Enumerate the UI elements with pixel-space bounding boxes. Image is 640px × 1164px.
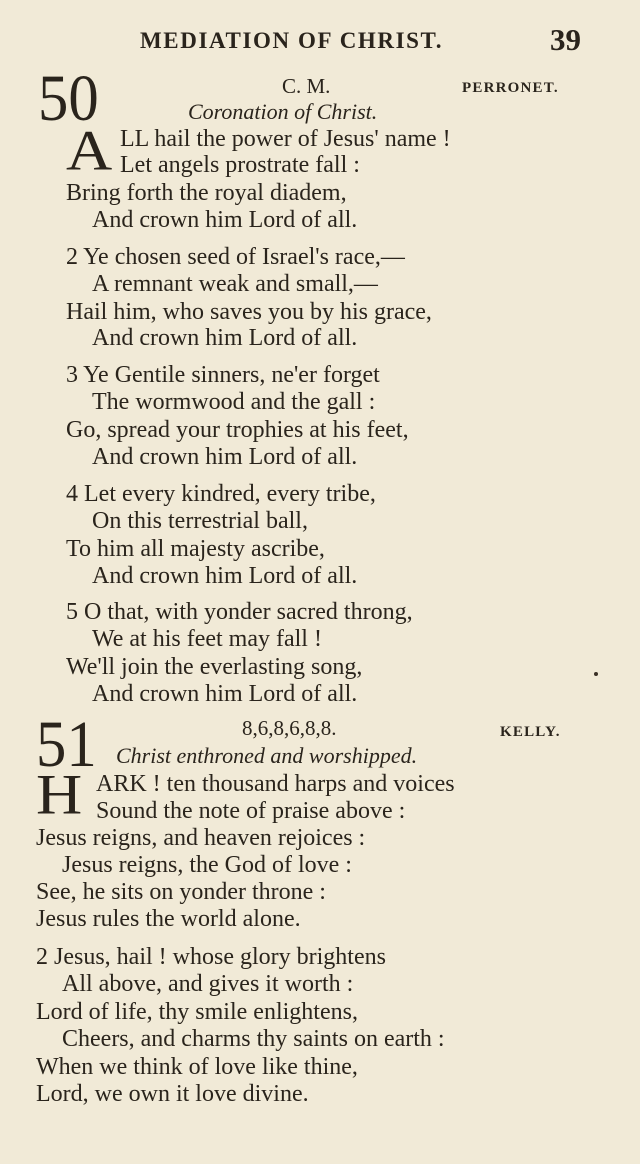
- verse-line: Hail him, who saves you by his grace,: [66, 299, 432, 325]
- verse-line: And crown him Lord of all.: [92, 681, 358, 707]
- verse-line: Bring forth the royal diadem,: [66, 180, 347, 206]
- hymn-number: 51: [36, 708, 97, 781]
- ink-speck: [594, 672, 598, 676]
- verse-line: Cheers, and charms thy saints on earth :: [62, 1026, 445, 1052]
- verse-line: On this terrestrial ball,: [92, 508, 308, 534]
- verse-line: We at his feet may fall !: [92, 626, 322, 652]
- verse-line: Jesus reigns, the God of love :: [62, 852, 352, 878]
- drop-cap: H: [36, 762, 83, 827]
- verse-line: Jesus reigns, and heaven rejoices :: [36, 825, 366, 851]
- verse-line: Sound the note of praise above :: [96, 798, 406, 824]
- hymn-author: PERRONET.: [462, 80, 559, 96]
- hymn-title: Coronation of Christ.: [188, 99, 378, 124]
- hymn-title: Christ enthroned and worshipped.: [116, 743, 418, 768]
- verse-line: When we think of love like thine,: [36, 1054, 358, 1080]
- verse-line: Let angels prostrate fall :: [120, 152, 360, 178]
- hymn-number: 50: [38, 62, 99, 135]
- verse-line: 2 Ye chosen seed of Israel's race,—: [66, 244, 405, 270]
- verse-line: A remnant weak and small,—: [92, 271, 378, 297]
- verse-line: And crown him Lord of all.: [92, 444, 358, 470]
- verse-line: Jesus rules the world alone.: [36, 906, 301, 932]
- verse-line: Go, spread your trophies at his feet,: [66, 417, 409, 443]
- verse-line: 2 Jesus, hail ! whose glory brightens: [36, 944, 386, 970]
- verse-line: See, he sits on yonder throne :: [36, 879, 326, 905]
- verse-line: The wormwood and the gall :: [92, 389, 376, 415]
- verse-line: And crown him Lord of all.: [92, 207, 358, 233]
- verse-line: And crown him Lord of all.: [92, 563, 358, 589]
- verse-line: We'll join the everlasting song,: [66, 654, 363, 680]
- verse-line: Lord, we own it love divine.: [36, 1081, 309, 1107]
- page-number: 39: [550, 22, 581, 57]
- verse-line: 3 Ye Gentile sinners, ne'er forget: [66, 362, 380, 388]
- verse-line: ARK ! ten thousand harps and voices: [96, 771, 455, 797]
- verse-line: 4 Let every kindred, every tribe,: [66, 481, 376, 507]
- hymn-author: KELLY.: [500, 724, 561, 740]
- verse-line: LL hail the power of Jesus' name !: [120, 126, 451, 152]
- verse-line: To him all majesty ascribe,: [66, 536, 325, 562]
- verse-line: And crown him Lord of all.: [92, 325, 358, 351]
- drop-cap: A: [66, 118, 113, 183]
- hymn-meter: 8,6,8,6,8,8.: [242, 716, 337, 740]
- verse-line: Lord of life, thy smile enlightens,: [36, 999, 358, 1025]
- verse-line: All above, and gives it worth :: [62, 971, 354, 997]
- running-head: MEDIATION OF CHRIST.: [140, 28, 444, 53]
- verse-line: 5 O that, with yonder sacred throng,: [66, 599, 413, 625]
- hymn-meter: C. M.: [282, 74, 331, 98]
